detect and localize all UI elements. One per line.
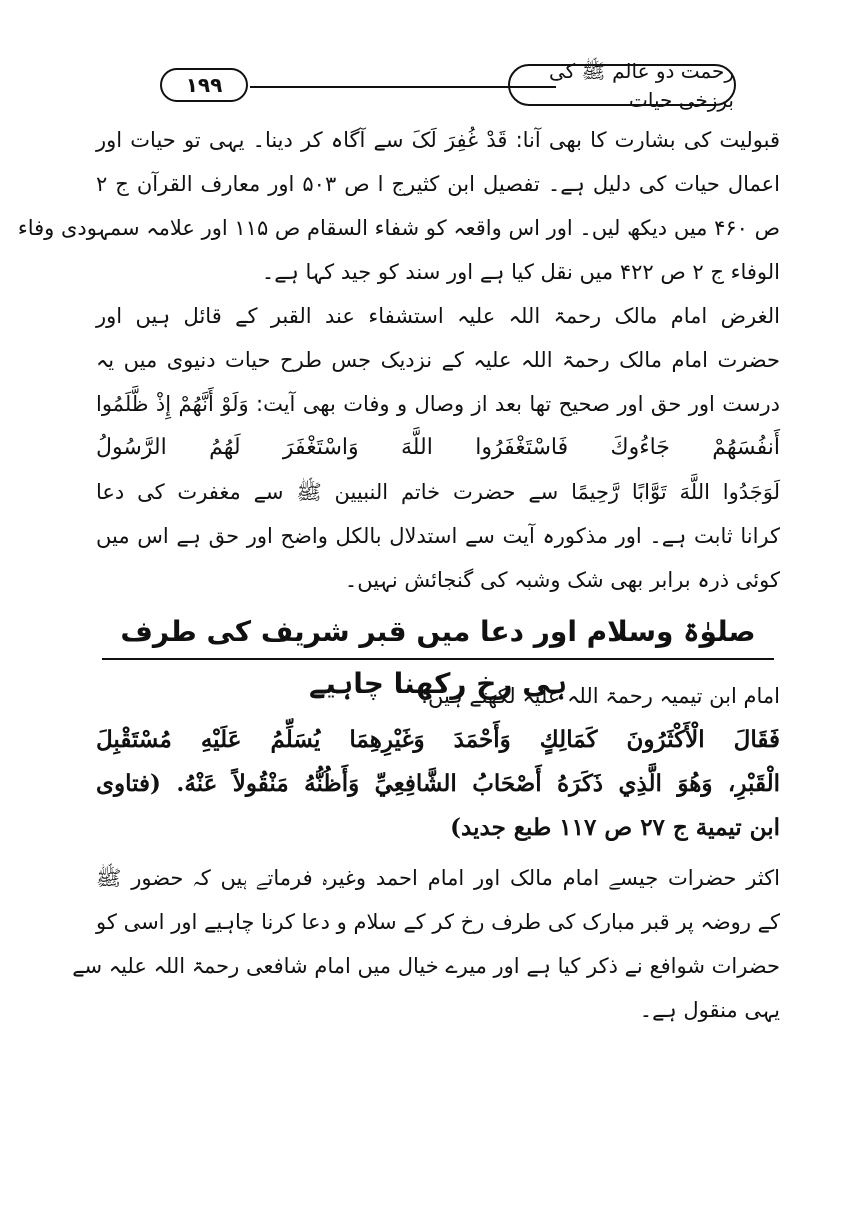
quote-intro: امام ابن تیمیہ رحمۃ اللہ علیہ لکھتے ہیں: bbox=[420, 684, 780, 708]
text-line: اکثر حضرات جیسے امام مالک اور امام احمد وغیرہ فرماتے ہیں کہ حضور ﷺ bbox=[96, 866, 780, 890]
arabic-quote bbox=[96, 718, 780, 850]
running-title: رحمت دو عالم ﷺ کی برزخی حیات bbox=[508, 64, 736, 106]
page-body bbox=[17, 118, 780, 1032]
text-line: کوئی ذرہ برابر بھی شک وشبہ کی گنجائش نہیں۔ bbox=[344, 568, 780, 592]
text-line: کرانا ثابت ہے۔ اور مذکورہ آیت سے استدلال بالکل واضح اور حق ہے اس میں bbox=[96, 524, 780, 548]
text-line: الغرض امام مالک رحمۃ اللہ علیہ استشفاء عند القبر کے قائل ہیں اور bbox=[96, 304, 780, 328]
quran-verse-line: أَنفُسَهُمْ جَاءُوكَ فَاسْتَغْفَرُوا اللَّهَ وَاسْتَغْفَرَ لَهُمُ الرَّسُولُ bbox=[96, 435, 780, 460]
text-line: لَوَجَدُوا اللَّهَ تَوَّابًا رَّحِيمًا سے حضرت خاتم النبیین ﷺ سے مغفرت کی دعا bbox=[96, 480, 780, 504]
text-line: کے روضہ پر قبر مبارک کی طرف رخ کر کے سلام و دعا کرنا چاہیے اور اسی کو bbox=[96, 910, 780, 934]
text-line: یہی منقول ہے۔ bbox=[639, 998, 780, 1022]
section-heading: صلوٰۃ وسلام اور دعا میں قبر شریف کی طرف ہی رخ رکھنا چاہیے bbox=[120, 615, 756, 700]
text-line: ص ۴۶۰ میں دیکھ لیں۔ اور اس واقعہ کو شفاء السقام ص ۱۱۵ اور علامہ سمہودی وفاء bbox=[17, 216, 780, 240]
arabic-line: فَقَالَ الْأَكْثَرُونَ كَمَالِكٍ وَأَحْمَدَ وَغَيْرِهِمَا يُسَلِّمُ عَلَيْهِ مُسْتَقْبِلَ bbox=[96, 726, 780, 753]
closing-paragraph bbox=[72, 856, 780, 1032]
page-header bbox=[160, 58, 736, 112]
arabic-line: ابن تیمیة ج ۲۷ ص ۱۱۷ طبع جدید) bbox=[450, 814, 780, 841]
text-line: الوفاء ج ۲ ص ۴۲۲ میں نقل کیا ہے اور سند کو جید کہا ہے۔ bbox=[261, 260, 780, 284]
text-line: درست اور حق اور صحیح تھا بعد از وصال و وفات بھی آیت: وَلَوْ أَنَّهُمْ إِذْ ظَّلَمُوا bbox=[96, 392, 780, 416]
text-line: حضرت امام مالک رحمۃ اللہ علیہ کے نزدیک جس طرح حیات دنیوی میں یہ bbox=[96, 348, 780, 372]
text-line: اعمال حیات کی دلیل ہے۔ تفصیل ابن کثیرج ا ص ۵۰۳ اور معارف القرآن ج ۲ bbox=[96, 172, 780, 196]
arabic-line: الْقَبْرِ، وَهُوَ الَّذِي ذَكَرَهُ أَصْحَابُ الشَّافِعِيِّ وَأَظُنُّهُ مَنْقُولاً عَنْهُ. (فتاوی bbox=[96, 770, 780, 797]
page-number: ١٩٩ bbox=[160, 68, 248, 102]
text-line: قبولیت کی بشارت کا بھی آنا: قَدْ غُفِرَ لَکَ سے آگاہ کر دینا۔ یہی تو حیات اور bbox=[96, 128, 780, 152]
text-line: حضرات شوافع نے ذکر کیا ہے اور میرے خیال میں امام شافعی رحمۃ اللہ علیہ سے bbox=[72, 954, 780, 978]
paragraph-1 bbox=[17, 118, 780, 294]
paragraph-2 bbox=[96, 294, 780, 602]
